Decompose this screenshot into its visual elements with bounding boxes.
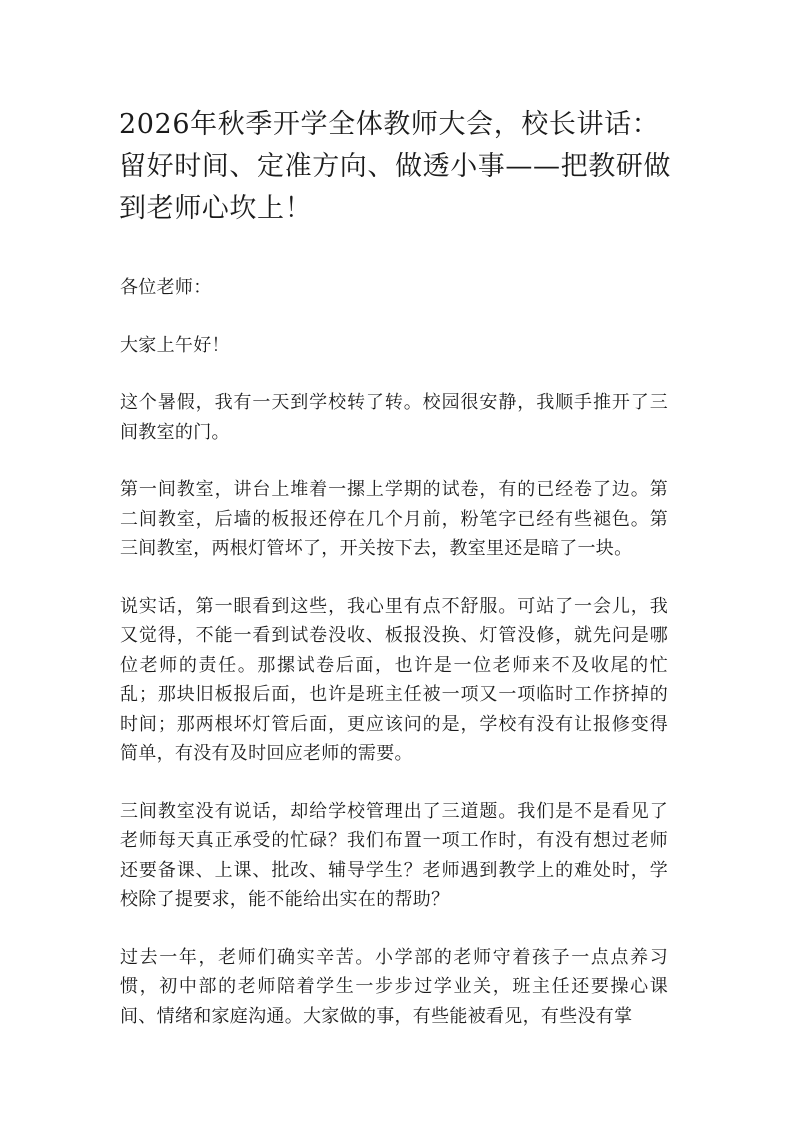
document-title: 2026年秋季开学全体教师大会，校长讲话：留好时间、定准方向、做透小事——把教研做到老师心坎上！ — [119, 109, 671, 224]
paragraph-greeting: 大家上午好！ — [120, 334, 230, 356]
paragraph: 这个暑假，我有一天到学校转了转。校园很安静，我顺手推开了三间教室的门。 — [120, 392, 668, 443]
paragraph: 说实话，第一眼看到这些，我心里有点不舒服。可站了一会儿，我又觉得，不能一看到试卷没收、板报没换、灯管没修，就先问是哪位老师的责任。那摞试卷后面，也许是一位老师来不及收尾的忙乱；那块旧板报后面，也许是班主任被一项又一项临时工作挤掉的时间；那两根坏灯管后面，更应该问的是，学校有没有让报修变得简单，有没有及时回应老师的需要。 — [120, 595, 668, 764]
paragraph: 过去一年，老师们确实辛苦。小学部的老师守着孩子一点点养习惯，初中部的老师陪着学生一步步过学业关，班主任还要操心课间、情绪和家庭沟通。大家做的事，有些能被看见，有些没有掌 — [120, 946, 668, 1027]
paragraph-salutation: 各位老师： — [120, 277, 212, 298]
paragraph: 第一间教室，讲台上堆着一摞上学期的试卷，有的已经卷了边。第二间教室，后墙的板报还停在几个月前，粉笔字已经有些褪色。第三间教室，两根灯管坏了，开关按下去，教室里还是暗了一块。 — [120, 479, 668, 559]
paragraph: 三间教室没有说话，却给学校管理出了三道题。我们是不是看见了老师每天真正承受的忙碌？我们布置一项工作时，有没有想过老师还要备课、上课、批改、辅导学生？老师遇到教学上的难处时，学校除了提要求，能不能给出实在的帮助？ — [120, 800, 668, 910]
document-body — [120, 273, 668, 1059]
